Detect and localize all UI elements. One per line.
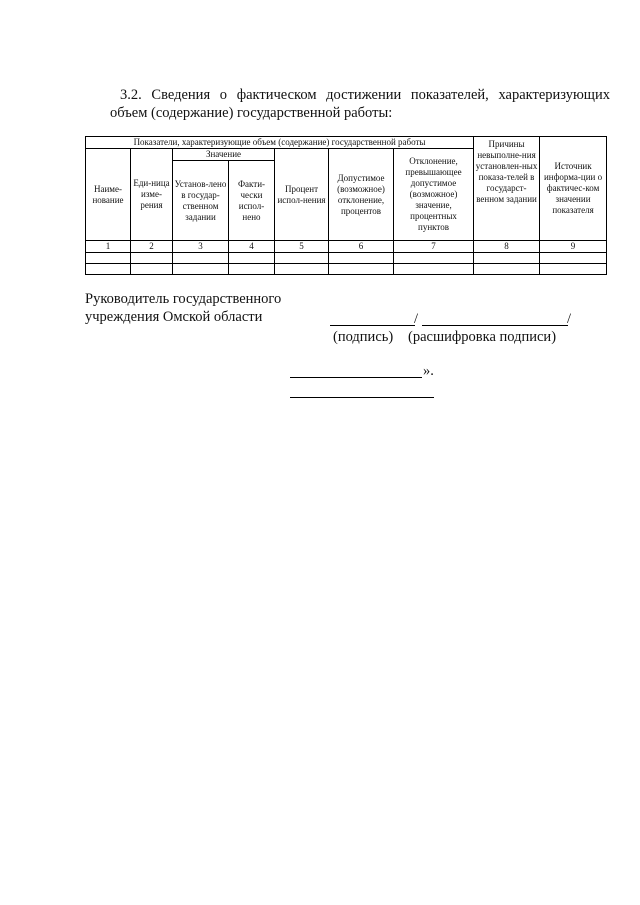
column-number: 1 — [86, 241, 131, 253]
percent-header-cell: Процент испол-нения — [275, 149, 329, 241]
empty-cell — [394, 253, 474, 264]
signatory-title-line2: учреждения Омской области — [85, 309, 263, 325]
signatory-title-line1: Руководитель государственного — [85, 291, 282, 307]
empty-cell — [131, 253, 173, 264]
reasons-header-cell: Причины невыполне-ния установлен-ных показа-телей в государст-венном задании — [474, 137, 540, 241]
section-heading: 3.2. Сведения о фактическом достижении показателей, характеризующих объем (содержание) государственной работы: — [110, 87, 610, 121]
signature-separator: / — [414, 311, 419, 327]
header-row-1 — [86, 137, 607, 149]
set-value-header-cell: Установ-лено в государ-ственном задании — [173, 161, 229, 241]
empty-cell — [540, 253, 607, 264]
value-header-cell: Значение — [173, 149, 275, 161]
column-number: 4 — [229, 241, 275, 253]
actual-value-header-cell: Факти-чески испол-нено — [229, 161, 275, 241]
empty-cell — [86, 264, 131, 275]
allowed-deviation-header-cell: Допустимое (возможное) отклонение, процентов — [329, 149, 394, 241]
indicators-table — [85, 136, 607, 275]
empty-cell — [275, 253, 329, 264]
column-number-row — [86, 241, 607, 253]
column-number: 2 — [131, 241, 173, 253]
column-number: 7 — [394, 241, 474, 253]
signature-caption: (подпись) — [333, 329, 394, 345]
signature-decode-line — [422, 325, 568, 326]
empty-cell — [474, 264, 540, 275]
empty-cell — [474, 253, 540, 264]
empty-cell — [540, 264, 607, 275]
empty-cell — [394, 264, 474, 275]
name-header-cell: Наиме-нование — [86, 149, 131, 241]
empty-cell — [329, 264, 394, 275]
signatory-title — [85, 290, 281, 326]
unit-header-cell: Еди-ница изме-рения — [131, 149, 173, 241]
exceeding-deviation-header-cell: Отклонение, превышающее допустимое (возможное) значение, процентных пунктов — [394, 149, 474, 241]
signature-end-separator: / — [567, 311, 572, 327]
empty-cell — [173, 264, 229, 275]
date-line — [290, 377, 422, 378]
decode-caption: (расшифровка подписи) — [408, 329, 557, 345]
empty-data-row — [86, 264, 607, 275]
empty-cell — [329, 253, 394, 264]
empty-cell — [131, 264, 173, 275]
column-number: 5 — [275, 241, 329, 253]
source-header-cell: Источник информа-ции о фактичес-ком значении показателя — [540, 137, 607, 241]
column-number: 9 — [540, 241, 607, 253]
secondary-line — [290, 397, 434, 398]
empty-cell — [275, 264, 329, 275]
empty-cell — [173, 253, 229, 264]
group-header-cell: Показатели, характеризующие объем (содержание) государственной работы — [86, 137, 474, 149]
empty-cell — [86, 253, 131, 264]
empty-cell — [229, 264, 275, 275]
empty-cell — [229, 253, 275, 264]
column-number: 6 — [329, 241, 394, 253]
signature-line — [330, 325, 415, 326]
date-suffix: ». — [423, 363, 434, 379]
column-number: 3 — [173, 241, 229, 253]
empty-data-row — [86, 253, 607, 264]
column-number: 8 — [474, 241, 540, 253]
